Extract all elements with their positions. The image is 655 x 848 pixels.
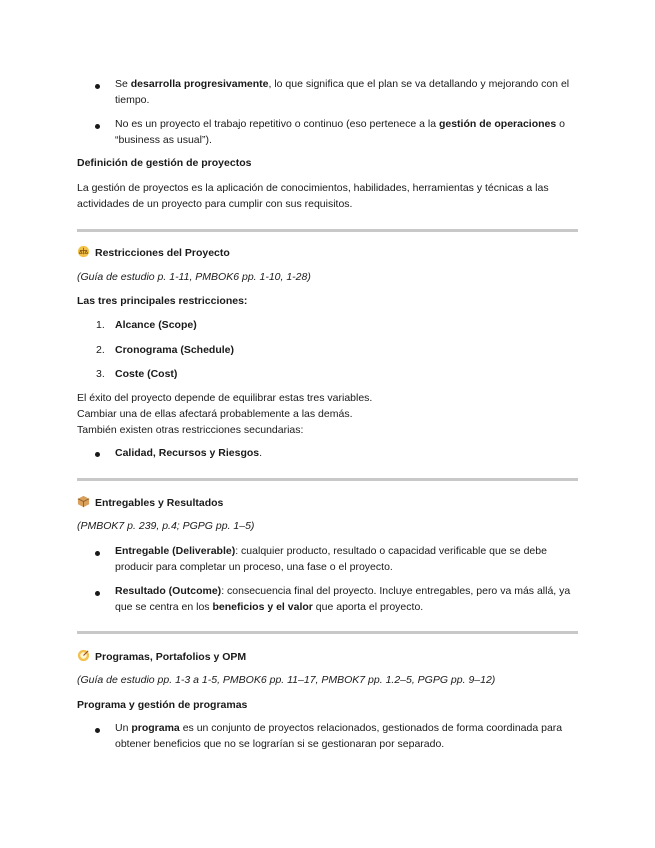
- package-icon: [77, 495, 90, 508]
- bullet-dot: [95, 124, 100, 129]
- bullet-dot: [95, 84, 100, 89]
- constraint-item: Cronograma (Schedule): [115, 344, 235, 356]
- constraints-subheading: Las tres principales restricciones:: [77, 295, 248, 307]
- section-divider: [77, 229, 578, 232]
- constraints-reference: (Guía de estudio p. 1-11, PMBOK6 pp. 1-10, 1-28): [77, 271, 311, 283]
- programs-heading: Programas, Portafolios y OPM: [77, 649, 579, 665]
- constraint-item: Alcance (Scope): [115, 319, 197, 331]
- intro-bullet-1: Se desarrolla progresivamente, lo que significa que el plan se va detallando y mejorando con el tiempo.: [115, 78, 570, 106]
- constraint-item: Coste (Cost): [115, 368, 178, 380]
- deliverables-heading: Entregables y Resultados: [77, 495, 579, 511]
- deliverable-item: Entregable (Deliverable): cualquier producto, resultado o capacidad verificable que se debe producir para completar un proceso, una fase o el proyecto.: [115, 545, 547, 573]
- list-number: 2.: [96, 344, 105, 356]
- intro-bullet-2: No es un proyecto el trabajo repetitivo o continuo (eso pertenece a la gestión de operaciones o “business as usual”).: [115, 118, 565, 146]
- definition-text: La gestión de proyectos es la aplicación de conocimientos, habilidades, herramientas y técnicas a las actividades de un proyecto para cumplir con sus requisitos.: [77, 182, 549, 210]
- constraints-text-3: También existen otras restricciones secundarias:: [77, 424, 304, 436]
- bullet-dot: [95, 452, 100, 457]
- constraints-heading: Restricciones del Proyecto: [77, 245, 579, 261]
- constraints-text-1: El éxito del proyecto depende de equilibrar estas tres variables.: [77, 392, 373, 404]
- list-number: 1.: [96, 319, 105, 331]
- outcome-item: Resultado (Outcome): consecuencia final del proyecto. Incluye entregables, pero va más allá, ya que se centra en los beneficios y el valor que aporta el proyecto.: [115, 585, 571, 613]
- secondary-constraints: Calidad, Recursos y Riesgos.: [115, 447, 263, 459]
- section-divider: [77, 478, 578, 481]
- target-icon: [77, 649, 90, 662]
- scale-icon: [77, 245, 90, 258]
- deliverables-reference: (PMBOK7 p. 239, p.4; PGPG pp. 1–5): [77, 520, 255, 532]
- definition-heading: Definición de gestión de proyectos: [77, 157, 252, 169]
- programs-subheading: Programa y gestión de programas: [77, 699, 248, 711]
- constraints-text-2: Cambiar una de ellas afectará probablemente a las demás.: [77, 408, 353, 420]
- bullet-dot: [95, 728, 100, 733]
- bullet-dot: [95, 551, 100, 556]
- programs-reference: (Guía de estudio pp. 1-3 a 1-5, PMBOK6 pp. 11–17, PMBOK7 pp. 1.2–5, PGPG pp. 9–12): [77, 674, 496, 686]
- program-definition: Un programa es un conjunto de proyectos relacionados, gestionados de forma coordinada para obtener beneficios que no se lograrían si se gestionaran por separado.: [115, 722, 563, 750]
- bullet-dot: [95, 591, 100, 596]
- list-number: 3.: [96, 368, 105, 380]
- section-divider: [77, 631, 578, 634]
